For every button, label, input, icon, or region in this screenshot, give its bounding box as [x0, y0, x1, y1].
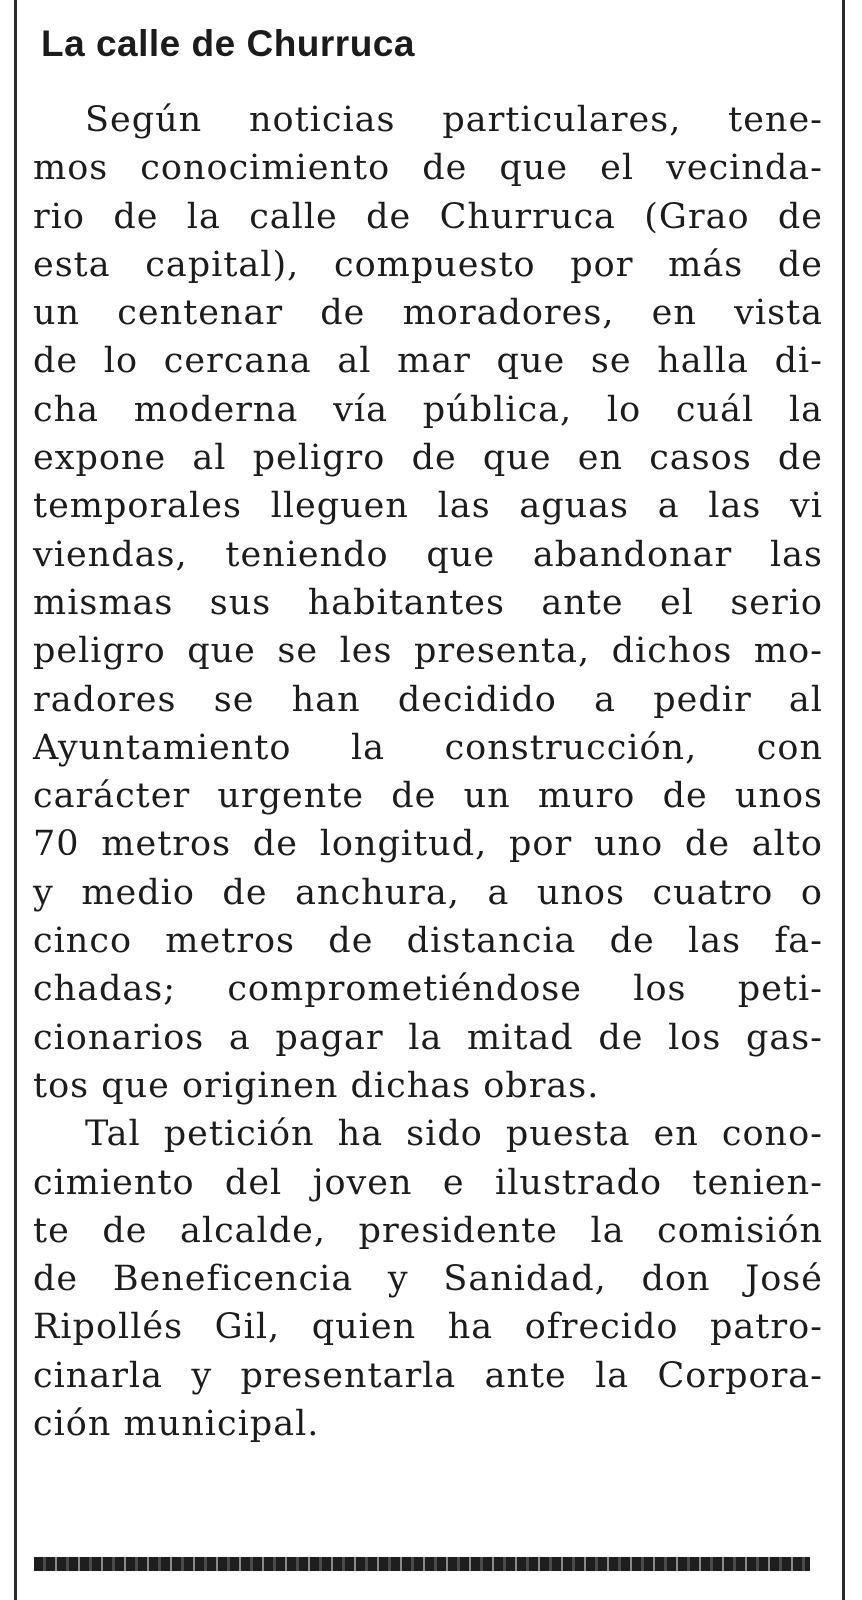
text-line: de lo cercana al mar que se halla di- [33, 341, 823, 382]
text-line: Ayuntamiento la construcción, con [33, 727, 823, 768]
text-line: chadas; comprometiéndose los peti- [33, 969, 823, 1010]
article-headline: La calle de Churruca [41, 23, 415, 64]
text-line: Ripollés Gil, quien ha ofrecido patro- [33, 1307, 823, 1348]
text-line: Tal petición ha sido puesta en cono- [85, 1114, 823, 1155]
bottom-separator-rule [34, 1557, 810, 1571]
text-line: mos conocimiento de que el vecinda- [33, 148, 823, 189]
text-line: cinarla y presentarla ante la Corpora- [33, 1355, 823, 1396]
text-line: 70 metros de longitud, por uno de alto [33, 824, 823, 865]
text-line: mismas sus habitantes ante el serio [33, 582, 823, 623]
text-line: y medio de anchura, a unos cuatro o [33, 872, 823, 913]
text-line: radores se han decidido a pedir al [33, 679, 823, 720]
text-line: carácter urgente de un muro de unos [33, 776, 823, 817]
text-line: esta capital), compuesto por más de [33, 244, 823, 285]
text-line: te de alcalde, presidente la comisión [33, 1210, 823, 1251]
text-line: ción municipal. [33, 1404, 320, 1445]
right-column-rule [842, 0, 845, 1600]
text-line: de Beneficencia y Sanidad, don José [33, 1259, 823, 1300]
paragraph [33, 96, 823, 1110]
text-line: cionarios a pagar la mitad de los gas- [33, 1017, 823, 1058]
text-line: viendas, teniendo que abandonar las [33, 534, 823, 575]
text-line: cha moderna vía pública, lo cuál la [33, 389, 823, 430]
left-column-rule [14, 0, 17, 1600]
article-body [33, 96, 823, 1448]
text-line: un centenar de moradores, en vista [33, 293, 823, 334]
text-line: temporales lleguen las aguas a las vi [33, 486, 823, 527]
text-line: peligro que se les presenta, dichos mo- [33, 631, 823, 672]
text-line: rio de la calle de Churruca (Grao de [33, 196, 823, 237]
text-line: cinco metros de distancia de las fa- [33, 921, 823, 962]
text-line: cimiento del joven e ilustrado tenien- [33, 1162, 823, 1203]
text-line: tos que originen dichas obras. [33, 1065, 600, 1106]
text-line: Según noticias particulares, tene- [85, 100, 823, 140]
paragraph [33, 1110, 823, 1448]
text-line: expone al peligro de que en casos de [33, 438, 823, 479]
news-article [33, 18, 823, 1448]
